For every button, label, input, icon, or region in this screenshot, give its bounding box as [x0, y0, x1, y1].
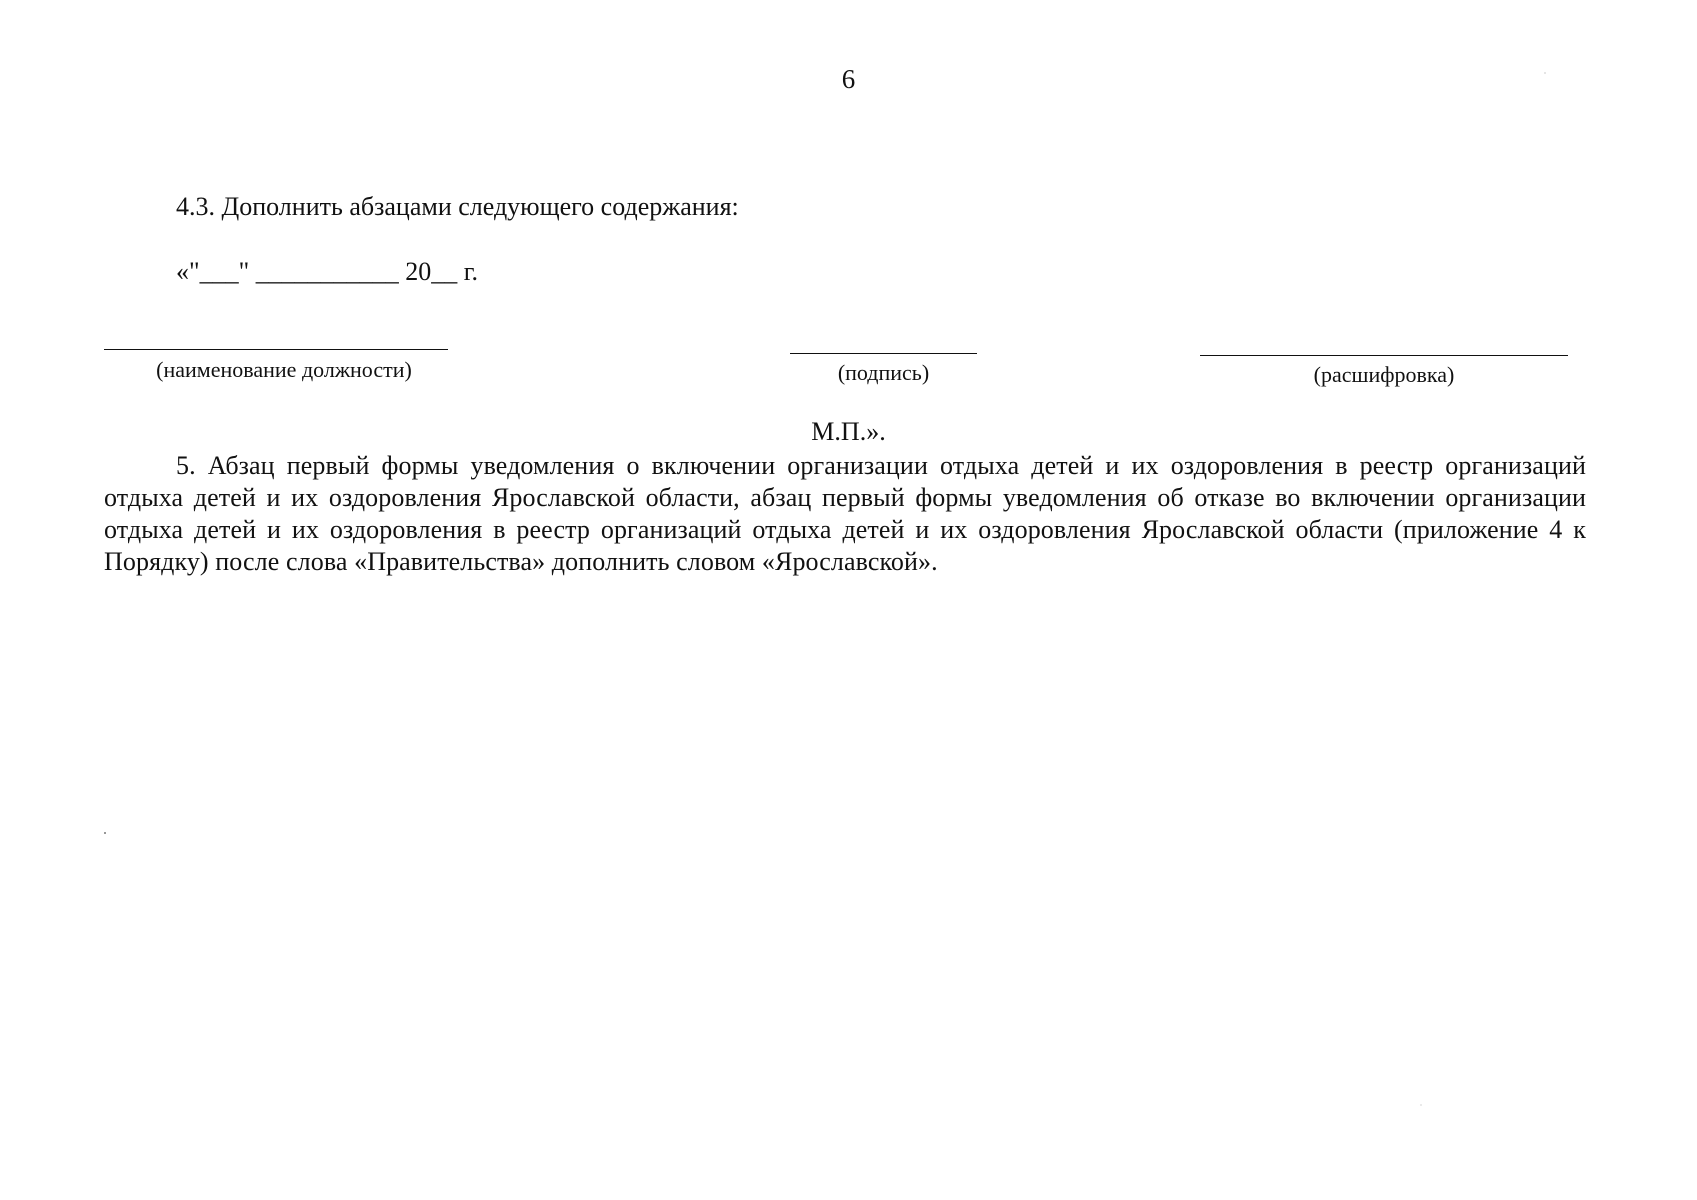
- date-line: «"___" ___________ 20__ г.: [176, 257, 478, 286]
- signature-line: [790, 353, 977, 354]
- position-line: [104, 349, 448, 350]
- signature-block: [790, 353, 977, 354]
- decode-line: [1200, 355, 1568, 356]
- scan-speck: [1420, 1104, 1422, 1106]
- item-4-3-text: 4.3. Дополнить абзацами следующего содержания:: [176, 192, 739, 221]
- signature-caption: (подпись): [837, 360, 930, 385]
- decode-block: [1200, 355, 1568, 356]
- position-signature-block: [104, 349, 448, 350]
- stamp-place-text: М.П.».: [811, 417, 886, 446]
- decode-caption: (расшифровка): [1313, 362, 1455, 387]
- scan-speck: [1544, 72, 1546, 74]
- scan-speck: [104, 832, 106, 834]
- item-5-paragraph: 5. Абзац первый формы уведомления о включении организации отдыха детей и их оздоровления в реестр организаций отдыха детей и их оздоровления Ярославской области, абзац первый формы уведомления об отказе во включении организации отдыха детей и их оздоровления в реестр организаций отдыха детей и их оздоровления Ярославской области (приложение 4 к Порядку) после слова «Правительства» дополнить словом «Ярославской».: [104, 451, 1586, 576]
- position-caption: (наименование должности): [156, 357, 412, 382]
- page-number: 6: [841, 64, 856, 94]
